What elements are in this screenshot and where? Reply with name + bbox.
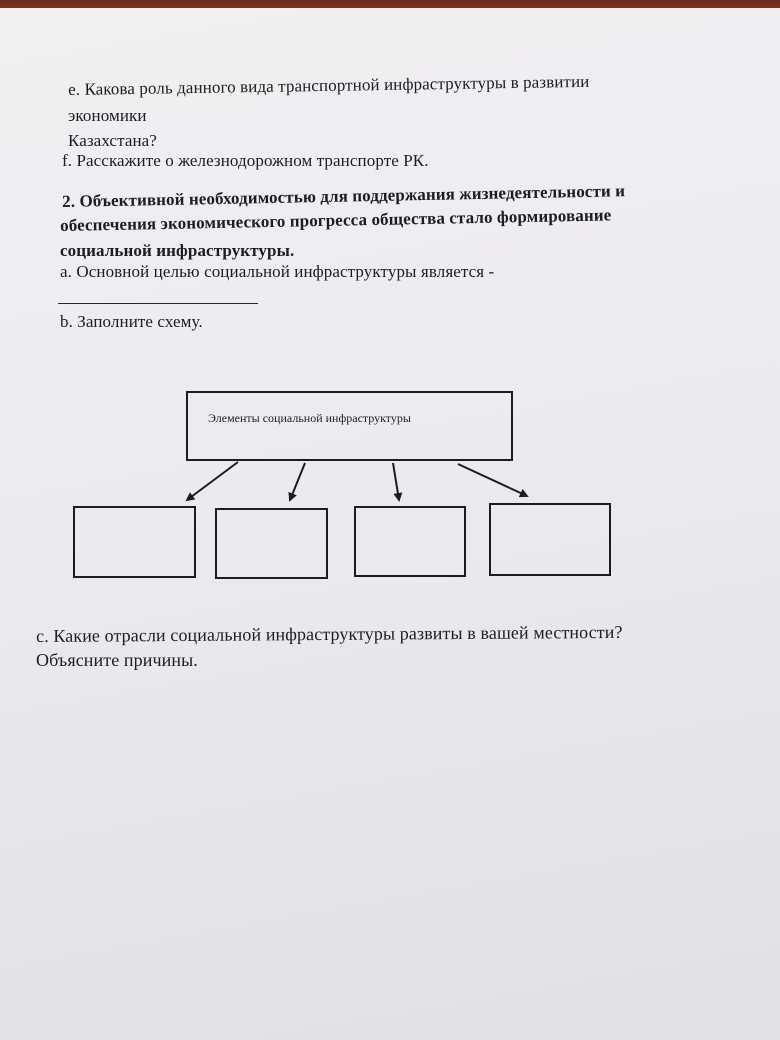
scheme-title: Элементы социальной инфраструктуры [208, 411, 411, 425]
section-2-line-2: обеспечения экономического прогресса общества стало формирование [60, 205, 612, 235]
question-e-line-1: e. Какова роль данного вида транспортной инфраструктуры в развитии [68, 71, 590, 99]
scheme-empty-box-2[interactable] [216, 509, 327, 578]
question-c-line-2: Объясните причины. [36, 650, 198, 670]
section-2-line-3: социальной инфраструктуры. [60, 241, 295, 260]
scheme-arrow-3 [393, 463, 399, 500]
scheme-arrow-1 [187, 462, 238, 500]
question-e-line-3: Казахстана? [68, 131, 157, 150]
question-a: a. Основной целью социальной инфраструктуры является - [60, 262, 495, 281]
question-e-line-2: экономики [68, 106, 147, 125]
question-c-line-1: c. Какие отрасли социальной инфраструктуры развиты в вашей местности? [36, 621, 623, 646]
question-b: b. Заполните схему. [60, 312, 203, 331]
scheme-empty-box-4[interactable] [490, 504, 610, 575]
question-f: f. Расскажите о железнодорожном транспорте РК. [62, 151, 429, 170]
scheme-arrow-4 [458, 464, 527, 496]
scheme-arrow-2 [290, 463, 305, 500]
scheme-empty-box-1[interactable] [74, 507, 195, 577]
section-2-line-1: 2. Объективной необходимостью для поддержания жизнедеятельности и [62, 181, 626, 211]
scheme-empty-box-3[interactable] [355, 507, 465, 576]
scheme-main-box [187, 392, 512, 460]
